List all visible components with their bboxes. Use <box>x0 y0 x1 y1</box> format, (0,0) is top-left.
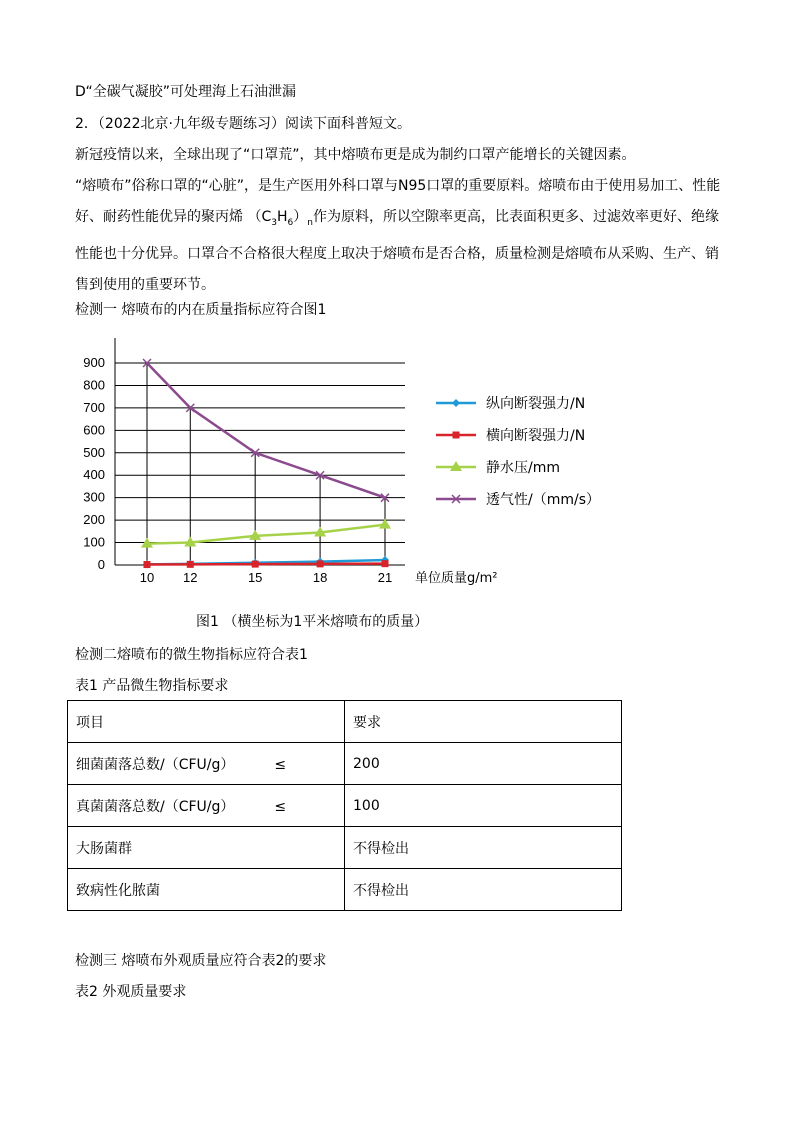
header-requirement: 要求 <box>345 701 622 743</box>
y-tick-label: 200 <box>83 512 105 528</box>
x-tick-label: 21 <box>377 570 393 585</box>
x-unit-label: 单位质量g/m² <box>415 571 498 586</box>
quality-line-chart <box>70 330 630 590</box>
table-1-title: 表1 产品微生物指标要求 <box>75 678 229 694</box>
data-point <box>187 561 194 568</box>
y-tick-label: 800 <box>83 377 105 393</box>
legend-label: 横向断裂强力/N <box>486 428 586 444</box>
legend-label: 纵向断裂强力/N <box>486 396 586 412</box>
test-1-heading: 检测一 熔喷布的内在质量指标应符合图1 <box>75 302 327 318</box>
legend-label: 静水压/mm <box>486 460 560 476</box>
microbial-requirements-table <box>67 700 622 911</box>
x-tick-label: 15 <box>247 570 263 585</box>
data-point <box>453 432 460 439</box>
row-requirement: 200 <box>345 743 622 785</box>
table-2-title: 表2 外观质量要求 <box>75 984 187 1000</box>
y-tick-label: 100 <box>83 534 105 550</box>
test-3-heading: 检测三 熔喷布外观质量应符合表2的要求 <box>75 953 327 969</box>
y-tick-label: 400 <box>83 467 105 483</box>
data-point <box>382 560 389 567</box>
y-tick-label: 900 <box>83 355 105 370</box>
leq-symbol: ≤ <box>274 798 287 815</box>
test-2-heading: 检测二熔喷布的微生物指标应符合表1 <box>75 647 308 663</box>
y-tick-label: 600 <box>83 422 105 438</box>
series-group <box>141 519 391 548</box>
series-line <box>147 564 385 565</box>
paragraph-line-2: 好、耐药性能优异的聚丙烯 $(C_3H_6)_n$作为原料，所以空隙率更高，比表面积更多、过滤效率更好、绝缘 <box>75 209 719 228</box>
row-requirement: 不得检出 <box>345 869 622 911</box>
question-2-header: 2．（2022北京·九年级专题练习）阅读下面科普短文。 <box>75 116 411 132</box>
option-d-text: D“全碳气凝胶”可处理海上石油泄漏 <box>75 84 296 100</box>
row-item: 致病性化脓菌 <box>68 869 345 911</box>
table-row <box>68 827 622 869</box>
row-requirement: 100 <box>345 785 622 827</box>
data-point <box>317 560 324 567</box>
y-tick-label: 700 <box>83 399 105 415</box>
leq-symbol: ≤ <box>274 756 287 773</box>
x-tick-label: 10 <box>139 570 155 585</box>
figure-caption: 图1 （横坐标为1平米熔喷布的质量） <box>196 614 429 630</box>
row-requirement: 不得检出 <box>345 827 622 869</box>
table-header-row <box>68 701 622 743</box>
y-tick-label: 300 <box>83 489 105 505</box>
x-tick-label: 18 <box>312 570 328 585</box>
series-line <box>147 525 385 544</box>
table-row <box>68 743 622 785</box>
row-item: 大肠菌群 <box>68 827 345 869</box>
paragraph-line-3: 性能也十分优异。口罩合不合格很大程度上取决于熔喷布是否合格，质量检测是熔喷布从采购、生产、销 <box>75 245 719 262</box>
meltblown-paragraph <box>75 171 725 301</box>
legend-label: 透气性/（mm/s） <box>486 492 601 508</box>
intro-paragraph: 新冠疫情以来，全球出现了“口罩荒”，其中熔喷布更是成为制约口罩产能增长的关键因素。 <box>75 147 636 163</box>
data-point <box>144 561 151 568</box>
header-item: 项目 <box>68 701 345 743</box>
table-row <box>68 785 622 827</box>
row-item: 真菌菌落总数/（CFU/g） ≤ <box>68 785 345 827</box>
paragraph-line-4: 售到使用的重要环节。 <box>75 276 215 293</box>
series-group <box>143 556 389 568</box>
data-point <box>252 561 259 568</box>
y-tick-label: 0 <box>97 557 105 572</box>
data-point <box>452 399 460 407</box>
paragraph-line-1: “熔喷布”俗称口罩的“心脏”，是生产医用外科口罩与N95口罩的重要原料。熔喷布由于使用易加工、性能 <box>75 178 721 194</box>
table-row <box>68 869 622 911</box>
row-item: 细菌菌落总数/（CFU/g） ≤ <box>68 743 345 785</box>
y-tick-label: 500 <box>83 444 105 460</box>
x-tick-label: 12 <box>183 570 198 585</box>
